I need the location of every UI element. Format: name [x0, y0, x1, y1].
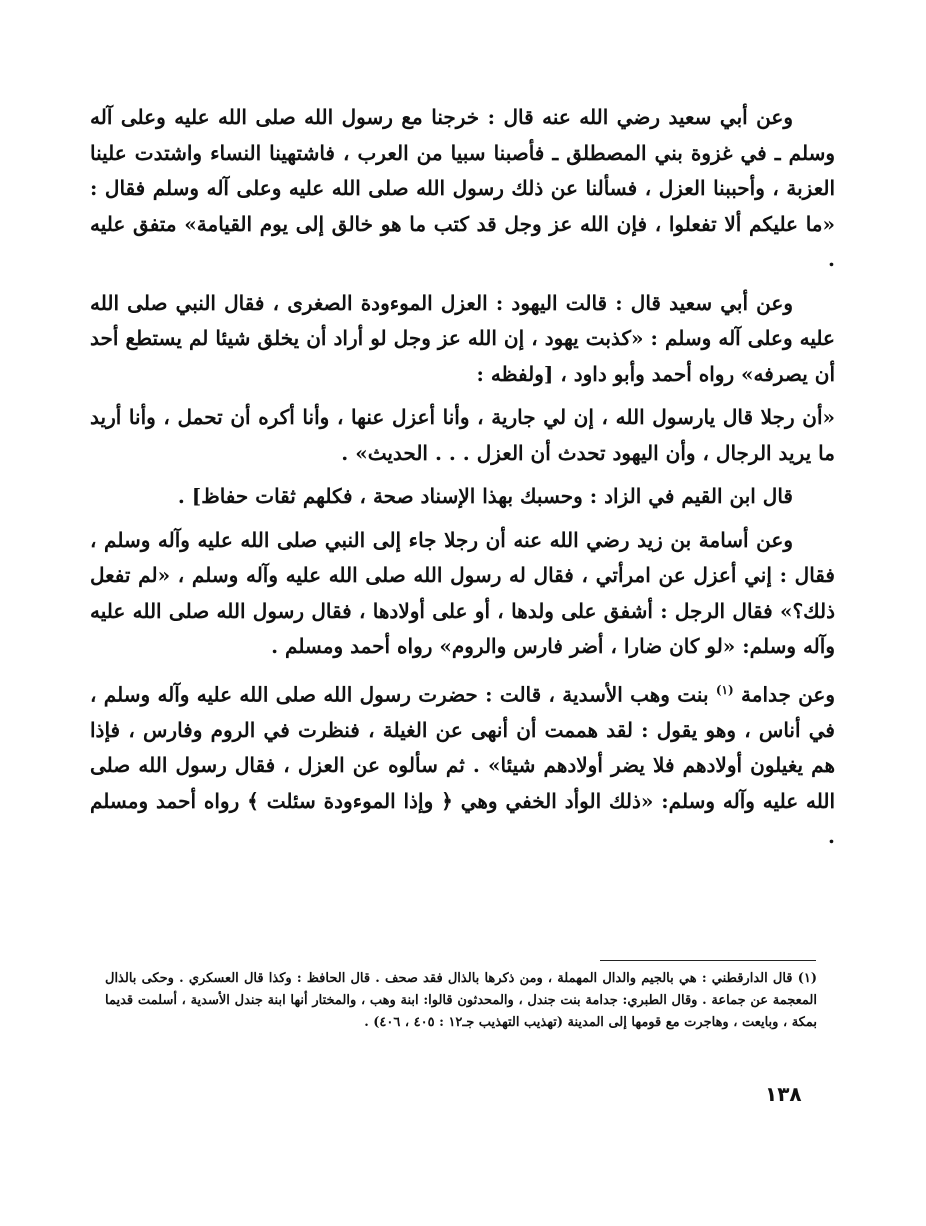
page-number: ١٣٨	[765, 1082, 802, 1106]
footnote-text: (١) قال الدارقطني : هي بالجيم والدال المهملة ، ومن ذكرها بالذال فقد صحف . قال الحافظ : وكذا قال العسكري . وحكى بالذال المعجمة عن جماعة . وقال الطبري: جدامة بنت جندل ، والمحدثون قالوا: ابنة وهب ، والمختار أنها ابنة جندل الأسدية ، أسلمت قديما بمكة ، وبايعت ، وهاجرت مع قومها إلى المدينة (تهذيب التهذيب جـ١٢ : ٤٠٥ ، ٤٠٦) .	[105, 971, 817, 1030]
paragraph-6-start: وعن جدامة	[741, 682, 836, 707]
paragraph-6-rest: بنت وهب الأسدية ، قالت : حضرت رسول الله صلى الله عليه وآله وسلم ، في أناس ، وهو يقول : لقد هممت أن أنهى عن الغيلة ، فنظرت في الروم وفارس ، فإذا هم يغيلون أولادهم فلا يضر أولادهم شيئا» . ثم سألوه عن العزل ، فقال رسول الله صلى الله عليه وآله وسلم: «ذلك الوأد الخفي وهي ﴿ وإذا الموءودة سئلت ﴾ رواه أحمد ومسلم .	[90, 682, 835, 849]
paragraph-6	[90, 673, 835, 855]
paragraph-1: وعن أبي سعيد رضي الله عنه قال : خرجنا مع رسول الله صلى الله عليه وعلى آله وسلم ـ في غزوة بني المصطلق ـ فأصبنا سبيا من العرب ، فاشتهينا النساء واشتدت علينا العزبة ، وأحببنا العزل ، فسألنا عن ذلك رسول الله صلى الله عليه وعلى آله وسلم فقال : «ما عليكم ألا تفعلوا ، فإن الله عز وجل قد كتب ما هو خالق إلى يوم القيامة» متفق عليه .	[90, 105, 835, 271]
main-text-body	[90, 100, 835, 863]
paragraph-4: قال ابن القيم في الزاد : وحسبك بهذا الإسناد صحة ، فكلهم ثقات حفاظ] .	[177, 484, 793, 508]
footnote-divider	[600, 960, 816, 961]
paragraph-3: «أن رجلا قال يارسول الله ، إن لي جارية ، وأنا أعزل عنها ، وأنا أكره أن تحمل ، وأنا أريد ما يريد الرجال ، وأن اليهود تحدث أن العزل . . . الحديث» .	[90, 405, 835, 465]
paragraph-5: وعن أسامة بن زيد رضي الله عنه أن رجلا جاء إلى النبي صلى الله عليه وآله وسلم ، فقال : إني أعزل عن امرأتي ، فقال له رسول الله صلى الله عليه وآله وسلم ، «لم تفعل ذلك؟» فقال الرجل : أشفق على ولدها ، أو على أولادها ، فقال رسول الله صلى الله عليه وآله وسلم: «لو كان ضارا ، أضر فارس والروم» رواه أحمد ومسلم .	[90, 527, 835, 658]
paragraph-2: وعن أبي سعيد قال : قالت اليهود : العزل الموءودة الصغرى ، فقال النبي صلى الله عليه وعلى آله وسلم : «كذبت يهود ، إن الله عز وجل لو أراد أن يخلق شيئا لم يستطع أحد أن يصرفه» رواه أحمد وأبو داود ، [ولفظه :	[90, 290, 835, 386]
footnote-reference: (١)	[715, 682, 734, 697]
